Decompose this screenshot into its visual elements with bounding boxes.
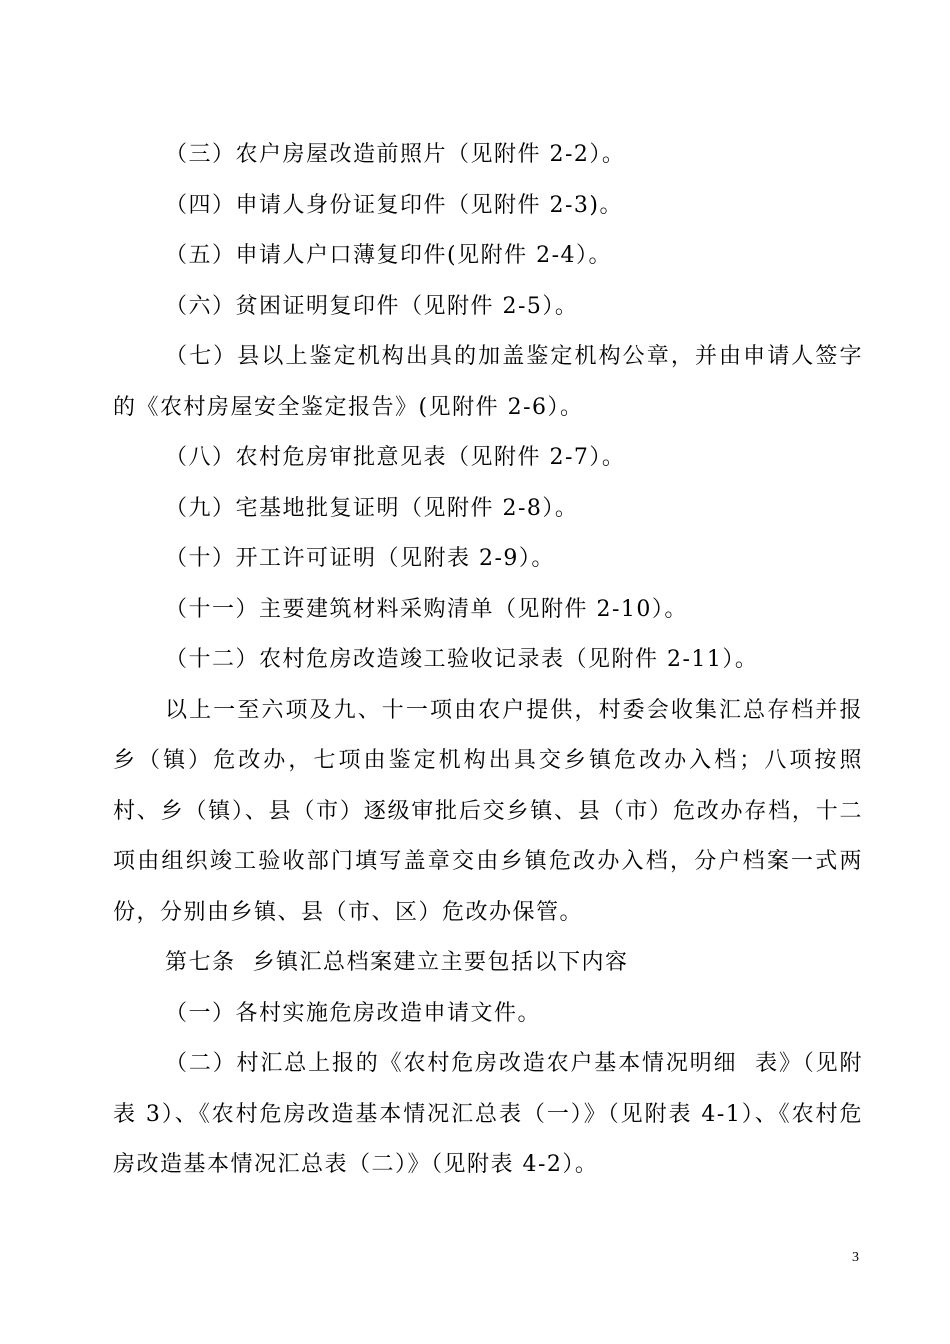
paragraph-item-11: （十一）主要建筑材料采购清单（见附件 2-10）。 <box>165 596 688 622</box>
paragraph-item-7: （七）县以上鉴定机构出具的加盖鉴定机构公章，并由申请人签字的《农村房屋安全鉴定报告》(见附件 2-6）。 <box>113 344 863 420</box>
paragraph-item-3: （三）农户房屋改造前照片（见附件 2-2）。 <box>165 142 626 167</box>
paragraph-item-6: （六）贫困证明复印件（见附件 2-5）。 <box>165 293 579 319</box>
paragraph-archive-summary: 以上一至六项及九、十一项由农户提供，村委会收集汇总存档并报乡（镇）危改办，七项由鉴定机构出具交乡镇危改办入档；八项按照村、乡（镇）、县（市）逐级审批后交乡镇、县（市）危改办存档，十二项由组织竣工验收部门填写盖章交由乡镇危改办入档，分户档案一式两份，分别由乡镇、县（市、区）危改办保管。 <box>113 697 863 925</box>
paragraph-item-5: （五）申请人户口薄复印件(见附件 2-4）。 <box>165 243 613 268</box>
page-number: 3 <box>852 1250 859 1265</box>
article-heading-7: 第七条 乡镇汇总档案建立主要包括以下内容 <box>165 950 629 975</box>
paragraph-item-12: （十二）农村危房改造竣工验收记录表（见附件 2-11）。 <box>165 647 759 672</box>
paragraph-item-10: （十）开工许可证明（见附表 2-9）。 <box>165 546 555 571</box>
paragraph-subitem-2: （二）村汇总上报的《农村危房改造农户基本情况明细 表》（见附表 3）、《农村危房改造基本情况汇总表（一）》（见附表 4-1）、《农村危房改造基本情况汇总表（二）》（见附表 4-2）。 <box>113 1051 863 1177</box>
paragraph-item-8: （八）农村危房审批意见表（见附件 2-7）。 <box>165 445 626 470</box>
paragraph-item-9: （九）宅基地批复证明（见附件 2-8）。 <box>165 495 579 521</box>
paragraph-item-4: （四）申请人身份证复印件（见附件 2-3)。 <box>165 192 624 218</box>
document-body <box>113 130 863 1191</box>
paragraph-subitem-1: （一）各村实施危房改造申请文件。 <box>165 1000 542 1026</box>
